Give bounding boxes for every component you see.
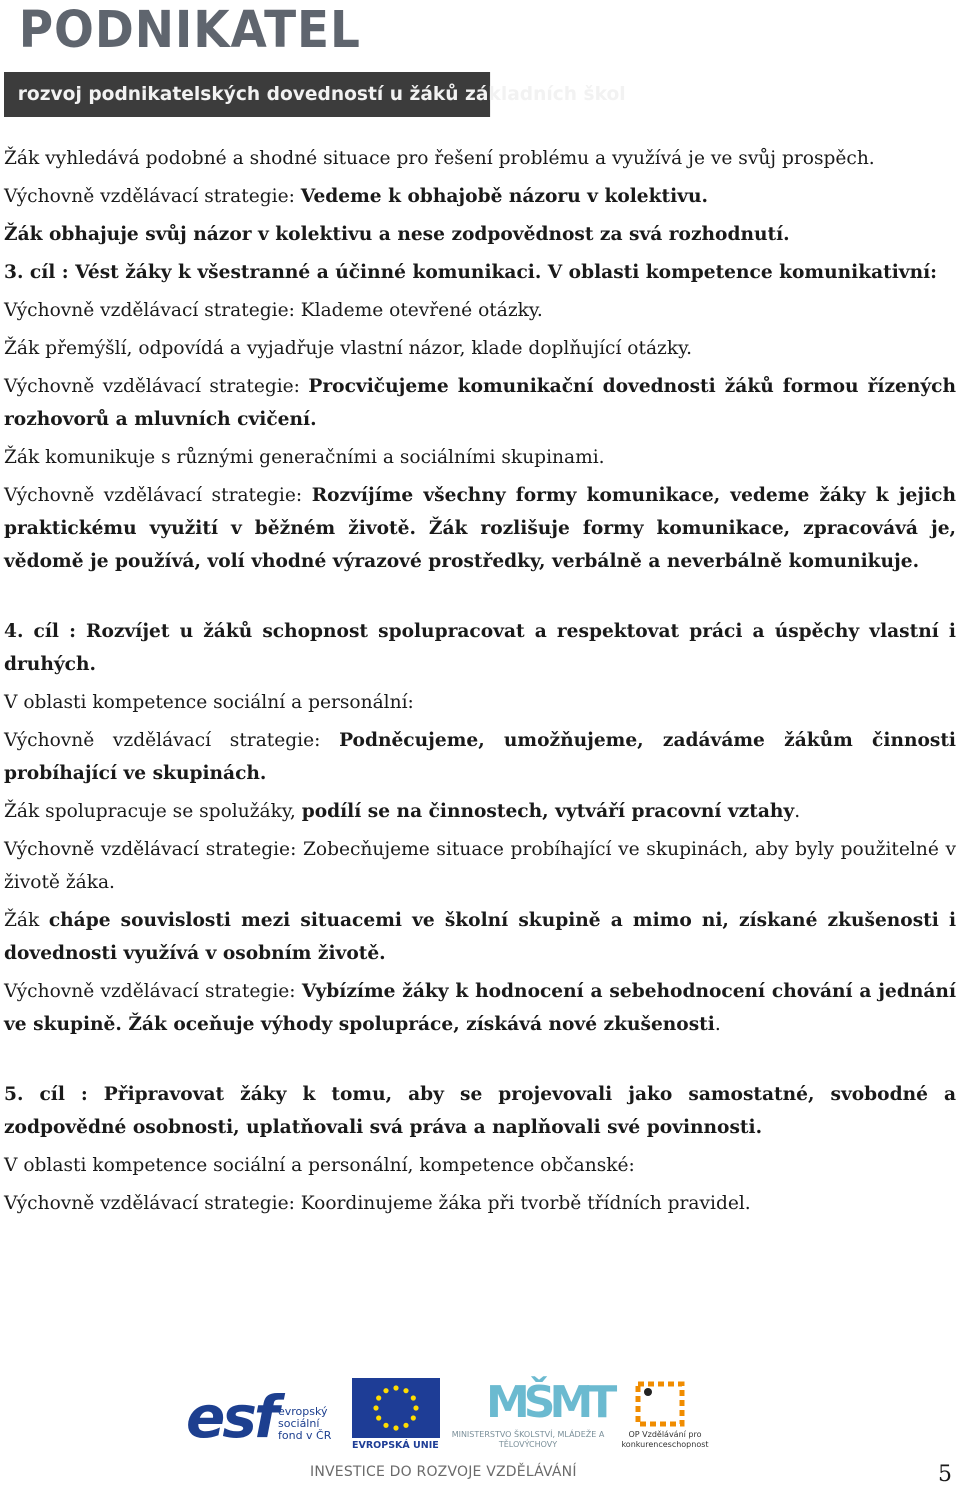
brand-title: PODNIKATEL <box>18 1 361 60</box>
bold-text: Žák obhajuje svůj názor v kolektivu a nese zodpovědnost za svá rozhodnutí. <box>4 224 790 245</box>
eu-star-icon <box>376 1415 381 1420</box>
paragraph <box>4 724 956 790</box>
eu-star-icon <box>413 1405 418 1410</box>
eu-star-icon <box>403 1423 408 1428</box>
bold-text: Vedeme k obhajobě názoru v kolektivu. <box>300 186 708 207</box>
eu-star-icon <box>373 1405 378 1410</box>
text-run: Žák <box>4 910 49 931</box>
bold-text: Vybízíme žáky k hodnocení a sebehodnocení chování a jednání ve skupině. Žák oceňuje výhody spolupráce, získává nové zkušenosti <box>4 981 957 1035</box>
footer-logos <box>186 1378 716 1458</box>
text-run: . <box>794 801 801 822</box>
paragraph <box>4 218 956 251</box>
esf-logo <box>186 1378 346 1454</box>
paragraph <box>4 615 956 681</box>
paragraph <box>4 1078 956 1144</box>
msmt-logo <box>448 1377 612 1454</box>
text-run: Žák přemýšlí, odpovídá a vyjadřuje vlastní názor, klade doplňující otázky. <box>4 338 693 359</box>
paragraph <box>4 833 956 899</box>
bold-text: 4. cíl : Rozvíjet u žáků schopnost spolupracovat a respektovat práci a úspěchy vlastní i druhých. <box>4 621 956 675</box>
document-body <box>4 142 956 1225</box>
text-run: Výchovně vzdělávací strategie: <box>4 730 340 751</box>
paragraph <box>4 441 956 474</box>
msmt-logo-mark: MŠMT <box>486 1377 612 1428</box>
paragraph <box>4 180 956 213</box>
op-logo-label: OP Vzdělávání pro konkurenceschopnost <box>621 1430 709 1449</box>
bold-text: podílí se na činnostech, vytváří pracovní vztahy <box>301 801 795 822</box>
op-logo-icon <box>632 1378 688 1428</box>
text-run: Výchovně vzdělávací strategie: <box>4 376 309 397</box>
msmt-logo-label: MINISTERSTVO ŠKOLSTVÍ, MLÁDEŽE A TĚLOVÝCHOVY <box>451 1430 605 1449</box>
esf-logo-text: evropský sociální fond v ČR <box>278 1405 332 1442</box>
text-run: Výchovně vzdělávací strategie: Klademe otevřené otázky. <box>4 300 543 321</box>
bold-text: Rozvíjíme všechny formy komunikace, vedeme žáky k jejich praktickému využití v běžném životě. Žák rozlišuje formy komunikace, zpracovává je, vědomě je používá, volí vhodné výrazové prostředky, verbálně a neverbálně komunikuje. <box>4 485 956 572</box>
text-run: Výchovně vzdělávací strategie: <box>4 981 302 1002</box>
eu-star-icon <box>383 1388 388 1393</box>
paragraph <box>4 975 956 1041</box>
footer-tagline: INVESTICE DO ROZVOJE VZDĚLÁVÁNÍ <box>310 1464 577 1480</box>
paragraph <box>4 479 956 578</box>
text-run: Žák vyhledává podobné a shodné situace pro řešení problému a využívá je ve svůj prospěch. <box>4 148 875 169</box>
eu-logo-label: EVROPSKÁ UNIE <box>352 1440 439 1451</box>
text-run: Výchovně vzdělávací strategie: Koordinujeme žáka při tvorbě třídních pravidel. <box>4 1193 751 1214</box>
text-run: Žák spolupracuje se spolužáky, <box>4 801 302 822</box>
eu-star-icon <box>376 1395 381 1400</box>
text-run: . <box>714 1014 721 1035</box>
text-run: Výchovně vzdělávací strategie: <box>4 485 312 506</box>
paragraph <box>4 795 956 828</box>
text-run: V oblasti kompetence sociální a personální: <box>4 692 414 713</box>
eu-star-icon <box>393 1425 398 1430</box>
eu-star-icon <box>383 1423 388 1428</box>
text-run: V oblasti kompetence sociální a personální, kompetence občanské: <box>4 1155 635 1176</box>
paragraph <box>4 1149 956 1182</box>
paragraph <box>4 332 956 365</box>
bold-text: 3. cíl : Vést žáky k všestranné a účinné komunikaci. V oblasti kompetence komunikativní: <box>4 262 938 283</box>
section-gap <box>4 1046 956 1078</box>
esf-logo-mark: esf <box>186 1383 277 1451</box>
bold-text: 5. cíl : Připravovat žáky k tomu, aby se projevovali jako samostatné, svobodné a zodpovědné osobnosti, uplatňovali svá práva a naplňovali své povinnosti. <box>4 1084 956 1138</box>
eu-star-icon <box>393 1385 398 1390</box>
eu-flag-icon <box>352 1378 440 1438</box>
paragraph <box>4 294 956 327</box>
bold-text: chápe souvislosti mezi situacemi ve školní skupině a mimo ni, získané zkušenosti i dovednosti využívá v osobním životě. <box>4 910 957 964</box>
text-run: Výchovně vzdělávací strategie: Zobecňujeme situace probíhající ve skupinách, aby byly použitelné v životě žáka. <box>4 839 956 893</box>
paragraph <box>4 686 956 719</box>
brand-subtitle-bar: rozvoj podnikatelských dovedností u žáků základních škol <box>4 72 490 117</box>
bold-text: Procvičujeme komunikační dovednosti žáků formou řízených rozhovorů a mluvních cvičení. <box>4 376 956 430</box>
op-logo <box>610 1378 720 1454</box>
eu-star-icon <box>411 1395 416 1400</box>
text-run: Výchovně vzdělávací strategie: <box>4 186 301 207</box>
eu-star-icon <box>411 1415 416 1420</box>
text-run: Žák komunikuje s různými generačními a sociálními skupinami. <box>4 447 605 468</box>
paragraph <box>4 256 956 289</box>
eu-star-icon <box>403 1388 408 1393</box>
document-header <box>4 0 626 105</box>
paragraph <box>4 904 956 970</box>
section-gap <box>4 583 956 615</box>
paragraph <box>4 1187 956 1220</box>
paragraph <box>4 142 956 175</box>
bold-text: Podněcujeme, umožňujeme, zadáváme žákům činnosti probíhající ve skupinách. <box>4 730 956 784</box>
eu-logo <box>352 1378 442 1454</box>
page-number: 5 <box>938 1462 952 1487</box>
paragraph <box>4 370 956 436</box>
